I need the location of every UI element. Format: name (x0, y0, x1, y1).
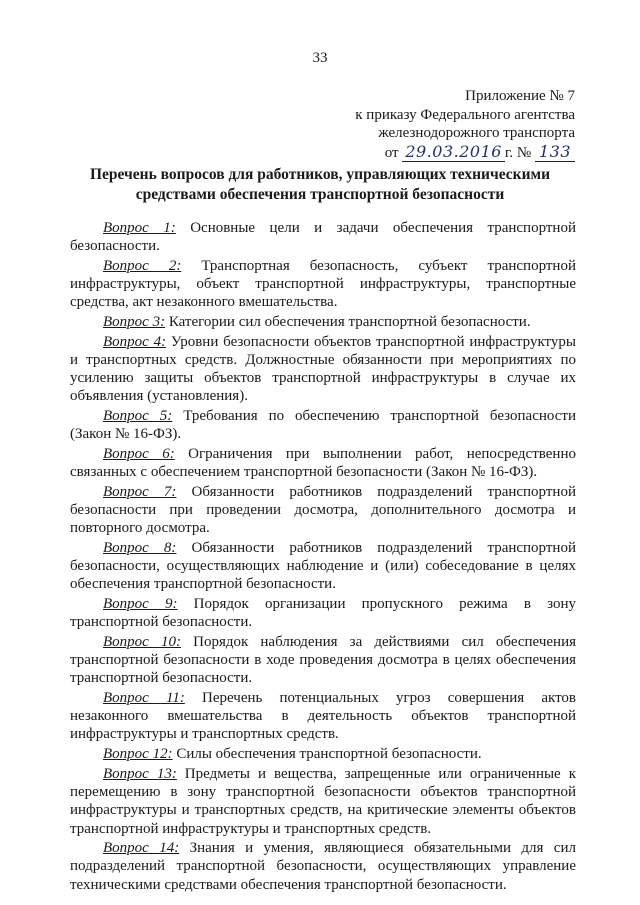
question-label: Вопрос 2: (103, 257, 182, 274)
question-label: Вопрос 11: (103, 690, 185, 707)
title-line-1: Перечень вопросов для работников, управляющих техническими (89, 166, 551, 183)
question-label: Вопрос 13: (103, 765, 177, 782)
question-item (70, 313, 576, 331)
question-item (70, 333, 576, 406)
question-text: Обязанности работников подразделений транспортной безопасности, осуществляющих наблюдение и (или) собеседование в целях обеспечения транспортной безопасности. (70, 539, 576, 593)
question-label: Вопрос 1: (103, 220, 176, 236)
appendix-order-ref: к приказу Федерального агентства (355, 106, 575, 123)
question-text: Знания и умения, являющиеся обязательными для сил подразделений транспортной безопасности, осуществляющих управление техническими средствами обеспечения транспортной безопасности. (70, 840, 576, 893)
appendix-title: Приложение № 7 (465, 88, 575, 104)
handwritten-date: 29.03.2016 (402, 142, 505, 162)
appendix-from-prefix: от (384, 144, 399, 161)
appendix-date-line (300, 143, 575, 163)
question-label: Вопрос 6: (103, 445, 175, 462)
question-text: Ограничения при выполнении работ, непосредственно связанных с обеспечением транспортной безопасности (Закон № 16-ФЗ). (70, 445, 576, 481)
question-text: Порядок организации пропускного режима в зону транспортной безопасности. (70, 596, 576, 631)
question-item (70, 219, 576, 255)
question-item (70, 839, 576, 894)
question-text: Транспортная безопасность, субъект транспортной инфраструктуры, объект транспортной инфраструктуры, транспортные средства, акт незаконного вмешательства. (70, 257, 576, 311)
appendix-agency: железнодорожного транспорта (378, 125, 575, 141)
question-text: Уровни безопасности объектов транспортной инфраструктуры и транспортных средств. Должностные обязанности при мероприятиях по усилению защиты объектов транспортной инфраструктуры в случае их объявления (установления). (70, 333, 576, 405)
question-label: Вопрос 5: (103, 408, 173, 425)
question-text: Силы обеспечения транспортной безопасности. (172, 746, 482, 763)
appendix-header (300, 87, 575, 162)
question-text: Обязанности работников подразделений транспортной безопасности при проведении досмотра, дополнительного досмотра и повторного досмотра. (70, 483, 576, 537)
question-item (70, 445, 576, 481)
handwritten-number: 133 (535, 142, 575, 162)
question-item (70, 483, 576, 538)
question-text: Категории сил обеспечения транспортной безопасности. (165, 314, 531, 331)
question-text: Требования по обеспечению транспортной безопасности (Закон № 16-ФЗ). (70, 408, 576, 443)
title-line-2: средствами обеспечения транспортной безопасности (135, 186, 505, 203)
question-label: Вопрос 12: (103, 746, 173, 763)
question-text: Порядок наблюдения за действиями сил обеспечения транспортной безопасности в ходе проведения досмотра в целях обеспечения транспортной безопасности. (70, 633, 576, 687)
question-item (70, 689, 576, 744)
question-item (70, 765, 576, 838)
question-text: Предметы и вещества, запрещенные или ограниченные к перемещению в зону транспортной безопасности объектов транспортной инфраструктуры и транспортных средств, на критические элементы объектов транспортной инфраструктуры и транспортных средств. (70, 765, 576, 837)
questions-list (70, 219, 576, 895)
question-label: Вопрос 3: (103, 314, 166, 331)
question-label: Вопрос 14: (103, 840, 180, 857)
document-title (70, 165, 570, 205)
page-number: 33 (312, 50, 328, 66)
question-label: Вопрос 8: (103, 539, 177, 556)
question-item (70, 595, 576, 631)
question-text: Перечень потенциальных угроз совершения актов незаконного вмешательства в деятельность объектов транспортной инфраструктуры и транспортных средств. (70, 690, 577, 743)
appendix-number-prefix: г. № (504, 144, 532, 161)
question-item (70, 539, 576, 594)
question-item (70, 407, 576, 443)
question-label: Вопрос 4: (103, 333, 167, 350)
question-label: Вопрос 9: (103, 596, 178, 613)
question-text: Основные цели и задачи обеспечения транспортной безопасности. (70, 220, 576, 255)
question-label: Вопрос 10: (103, 633, 181, 650)
question-label: Вопрос 7: (103, 483, 177, 500)
question-item (70, 633, 576, 688)
question-item (70, 745, 576, 763)
question-item (70, 257, 576, 312)
